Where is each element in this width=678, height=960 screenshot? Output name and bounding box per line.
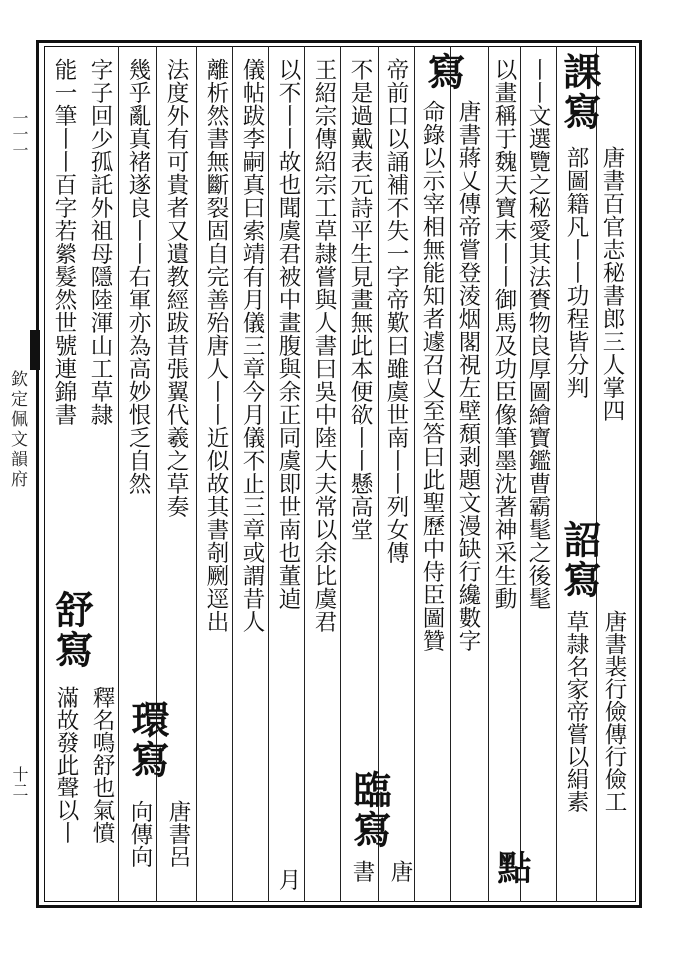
entry-heading-zhao-xie: 詔寫	[557, 520, 602, 600]
column-rule	[196, 46, 197, 902]
zhao-sub-1: 唐書裴行儉傳行儉工	[601, 610, 627, 813]
yue-char: 月	[275, 868, 301, 891]
column-rule	[450, 46, 451, 902]
column-rule	[556, 46, 557, 902]
text-column-2: 部圖籍凡丨丨功程皆分判	[563, 146, 589, 399]
entry-heading-shu-xie: 舒寫	[49, 590, 94, 670]
text-column-11: 儀帖跋李嗣真曰索靖有月儀三章今月儀不止三章或謂昔人	[239, 58, 265, 633]
column-rule	[304, 46, 305, 902]
book-title: 欽定佩文韻府	[7, 370, 27, 490]
folio-number: 十二	[10, 766, 29, 798]
column-rule	[118, 46, 119, 902]
zhao-sub-2: 草隷名家帝嘗以絹素	[563, 610, 589, 813]
entry-heading-huan-xie: 環寫	[125, 700, 170, 780]
entry-heading-ke-xie: 課寫	[557, 52, 602, 132]
column-rule	[488, 46, 489, 902]
text-column-3: 丨丨文選覽之秘愛其法賚物良厚圖繪寶鑑曹霸髦之後髦	[525, 58, 551, 610]
column-rule	[340, 46, 341, 902]
left-margin	[0, 40, 34, 908]
text-column-14: 幾乎亂真褚遂良丨丨右軍亦為高妙恨乏自然	[125, 58, 151, 495]
text-column-9: 王紹宗傳紹宗工草隷嘗與人書曰吳中陸大夫常以余比虞君	[311, 58, 337, 633]
edge-marks: 一一一	[10, 110, 29, 158]
text-column-8: 不是過戴表元詩平生見畫無此本便欲丨丨懸高堂	[347, 58, 373, 541]
lin-sub-1: 唐	[387, 860, 413, 883]
shu-sub-2: 滿故發此聲以丨	[53, 686, 79, 844]
text-column-10: 以不丨丨故也聞虞君被中畫腹與余正同虞即世南也董逌	[275, 58, 301, 610]
text-column-1: 唐書百官志秘書郎三人掌四	[599, 146, 625, 422]
entry-heading-dian: 點	[491, 850, 531, 886]
column-rule	[232, 46, 233, 902]
text-column-6: 命錄以示宰相無能知者遽召乂至答曰此聖歷中侍臣圖贊	[419, 100, 445, 652]
column-rule	[520, 46, 521, 902]
shu-sub-1: 釋名鳴舒也氣憤	[89, 686, 115, 844]
text-column-7: 帝前口以誦補不失一字帝歎曰雖虞世南丨丨列女傳	[383, 58, 409, 564]
text-column-4: 以畫稱于魏天寶末丨丨御馬及功臣像筆墨沈著神采生動	[491, 58, 517, 610]
entry-heading-xie: 寫	[421, 52, 466, 92]
column-rule	[414, 46, 415, 902]
text-column-12: 離析然書無斷裂固自完善殆唐人丨丨近似故其書剞劂逕出	[203, 58, 229, 633]
text-column-13: 法度外有可貴者又遺教經跋昔張翼代羲之草奏	[163, 58, 189, 518]
entry-heading-lin-xie: 臨寫	[347, 770, 392, 850]
lin-sub-2: 書	[349, 860, 375, 883]
text-column-16: 能一筆丨丨百字若縈髮然世號連錦書	[51, 58, 77, 426]
column-rule	[268, 46, 269, 902]
huan-sub-2: 向傳向	[127, 800, 153, 868]
huan-sub-1: 唐書呂	[165, 800, 191, 868]
text-column-5: 唐書蔣乂傳帝嘗登淩烟閣視左壁頹剥題文漫缺行纔數字	[455, 100, 481, 652]
text-column-15: 字子回少孤託外祖母隱陸渾山工草隷	[87, 58, 113, 426]
column-rule	[596, 46, 597, 902]
